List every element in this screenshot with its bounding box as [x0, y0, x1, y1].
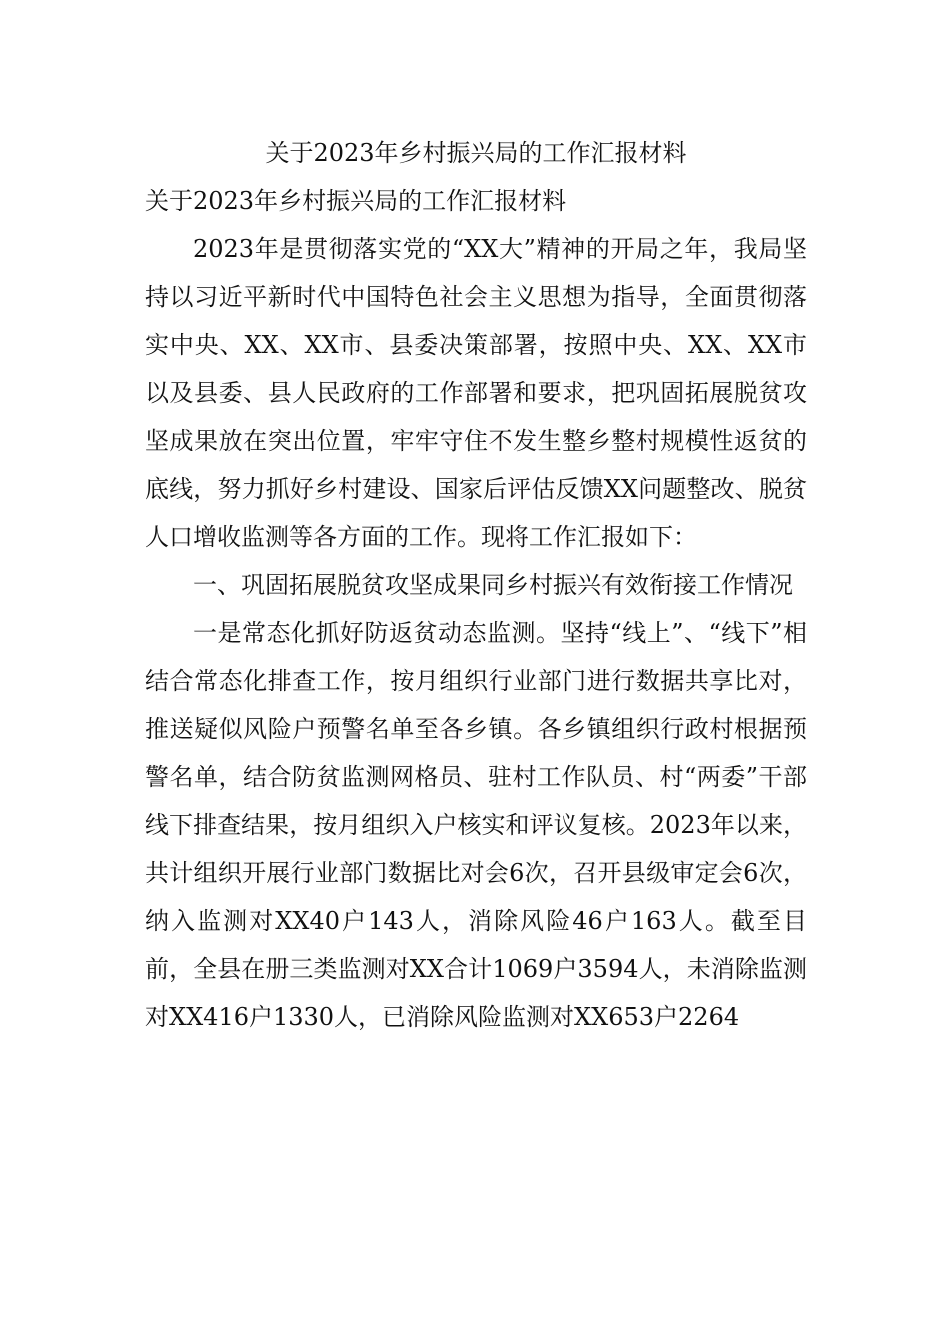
document-body — [145, 129, 807, 1041]
paragraph-intro: 2023年是贯彻落实党的“XX大”精神的开局之年，我局坚持以习近平新时代中国特色社会主义思想为指导，全面贯彻落实中央、XX、XX市、县委决策部署，按照中央、XX、XX市以及县委、县人民政府的工作部署和要求，把巩固拓展脱贫攻坚成果放在突出位置，牢牢守住不发生整乡整村规模性返贫的底线，努力抓好乡村建设、国家后评估反馈XX问题整改、脱贫人口增收监测等各方面的工作。现将工作汇报如下： — [145, 235, 807, 551]
paragraph-monitoring: 一是常态化抓好防返贫动态监测。坚持“线上”、“线下”相结合常态化排查工作，按月组织行业部门进行数据共享比对，推送疑似风险户预警名单至各乡镇。各乡镇组织行政村根据预警名单，结合防贫监测网格员、驻村工作队员、村“两委”干部线下排查结果，按月组织入户核实和评议复核。2023年以来，共计组织开展行业部门数据比对会6次，召开县级审定会6次，纳入监测对XX40户143人，消除风险46户163人。截至目前，全县在册三类监测对XX合计1069户3594人，未消除监测对XX416户1330人，已消除风险监测对XX653户2264 — [145, 619, 807, 1031]
document-subtitle: 关于2023年乡村振兴局的工作汇报材料 — [145, 187, 567, 215]
section-heading-1: 一、巩固拓展脱贫攻坚成果同乡村振兴有效衔接工作情况 — [193, 571, 793, 599]
document-title: 关于2023年乡村振兴局的工作汇报材料 — [265, 139, 687, 167]
